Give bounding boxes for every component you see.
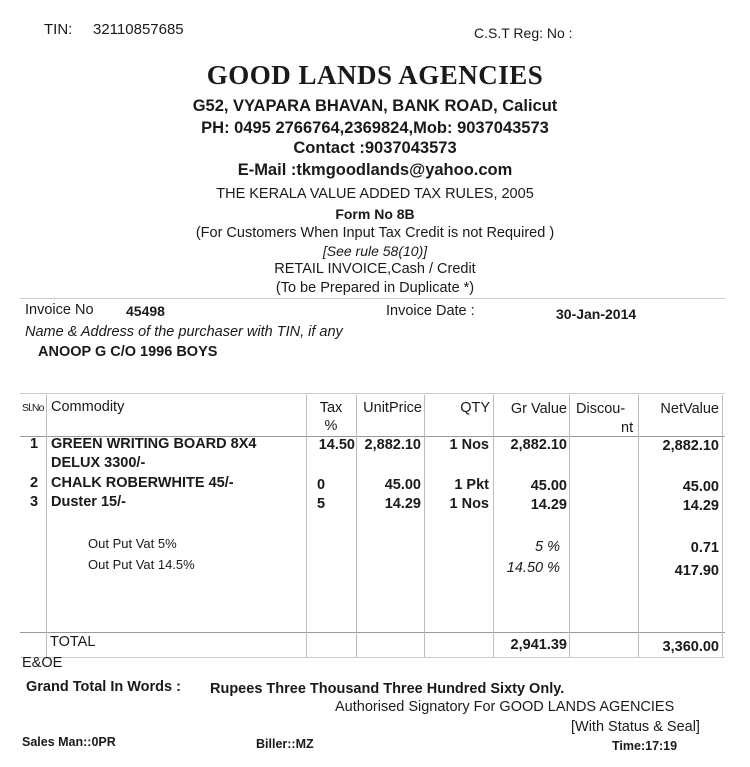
- status-seal: [With Status & Seal]: [571, 719, 700, 735]
- header-gr-value: Gr Value: [510, 401, 567, 417]
- company-email: E-Mail :tkmgoodlands@yahoo.com: [237, 161, 513, 179]
- header-qty: QTY: [460, 400, 490, 416]
- company-address: G52, VYAPARA BHAVAN, BANK ROAD, Calicut: [192, 97, 558, 115]
- words-label: Grand Total In Words :: [26, 679, 181, 695]
- row-gr-value: 14.29: [530, 497, 567, 513]
- company-name: GOOD LANDS AGENCIES: [206, 60, 544, 90]
- header-net-value: NetValue: [660, 401, 719, 417]
- row-commodity-cont: DELUX 3300/-: [51, 455, 146, 471]
- company-contact: Contact :9037043573: [293, 139, 457, 157]
- table-total-border: [20, 632, 725, 633]
- row-qty: 1 Nos: [449, 437, 489, 453]
- total-gr-value: 2,941.39: [510, 637, 567, 653]
- row-tax: 0: [316, 477, 326, 493]
- form-number: Form No 8B: [335, 206, 415, 222]
- vat-rate: 5 %: [535, 539, 560, 555]
- vat-amount: 417.90: [674, 563, 719, 579]
- col-divider: [569, 395, 570, 657]
- row-qty: 1 Nos: [449, 496, 489, 512]
- invoice-date-value: 30-Jan-2014: [556, 306, 637, 322]
- total-label: TOTAL: [50, 634, 96, 650]
- col-divider: [356, 395, 357, 657]
- company-phone: PH: 0495 2766764,2369824,Mob: 9037043573: [201, 119, 549, 137]
- row-commodity: CHALK ROBERWHITE 45/-: [51, 475, 234, 491]
- header-discount-cont: nt: [621, 420, 634, 436]
- col-divider: [493, 395, 494, 657]
- vat-rules: THE KERALA VALUE ADDED TAX RULES, 2005: [216, 186, 534, 202]
- customers-note: (For Customers When Input Tax Credit is not Required ): [195, 225, 555, 241]
- header-discount: Discou-: [576, 401, 626, 417]
- invoice-no-label: Invoice No: [25, 302, 94, 318]
- vat-amount: 0.71: [690, 540, 719, 556]
- row-unit-price: 14.29: [384, 496, 421, 512]
- vat-rate: 14.50 %: [506, 560, 560, 576]
- duplicate-note: (To be Prepared in Duplicate *): [275, 280, 475, 296]
- row-sl: 3: [30, 494, 39, 510]
- row-tax: 5: [316, 496, 326, 512]
- header-tax: Tax: [319, 400, 343, 416]
- header-tax-pct: %: [324, 418, 338, 434]
- row-net-value: 14.29: [682, 498, 719, 514]
- row-sl: 2: [30, 475, 39, 491]
- table-top-border: [20, 393, 725, 394]
- col-divider: [638, 395, 639, 657]
- time: Time:17:19: [612, 739, 678, 753]
- row-sl: 1: [30, 436, 39, 452]
- vat-label: Out Put Vat 5%: [88, 536, 177, 551]
- purchaser-name: ANOOP G C/O 1996 BOYS: [38, 344, 218, 360]
- table-bottom-border: [20, 657, 725, 658]
- row-gr-value: 2,882.10: [510, 437, 567, 453]
- vat-label: Out Put Vat 14.5%: [88, 557, 195, 572]
- words-value: Rupees Three Thousand Three Hundred Sixty Only.: [210, 681, 565, 697]
- row-unit-price: 45.00: [384, 477, 421, 493]
- row-gr-value: 45.00: [530, 478, 567, 494]
- row-commodity: GREEN WRITING BOARD 8X4: [51, 436, 257, 452]
- header-divider: [20, 298, 725, 299]
- cst-label: C.S.T Reg: No :: [474, 25, 573, 41]
- invoice-no-value: 45498: [126, 303, 165, 319]
- col-divider: [46, 395, 47, 657]
- col-divider: [306, 395, 307, 657]
- invoice-date-label: Invoice Date :: [386, 303, 475, 319]
- tin-label: TIN:: [44, 21, 73, 38]
- biller: Biller::MZ: [256, 737, 314, 751]
- total-net-value: 3,360.00: [662, 639, 719, 655]
- col-divider: [424, 395, 425, 657]
- header-unit-price: UnitPrice: [363, 400, 422, 416]
- row-tax: 14.50: [318, 437, 355, 453]
- header-slno: Sl.No: [22, 402, 44, 414]
- row-commodity: Duster 15/-: [51, 494, 126, 510]
- eoe-note: E&OE: [22, 655, 63, 671]
- tin-value: 32110857685: [93, 21, 184, 38]
- invoice-type: RETAIL INVOICE,Cash / Credit: [274, 261, 476, 277]
- row-unit-price: 2,882.10: [364, 437, 421, 453]
- row-qty: 1 Pkt: [454, 477, 489, 493]
- row-net-value: 45.00: [682, 479, 719, 495]
- authorised-signatory: Authorised Signatory For GOOD LANDS AGENCIES: [335, 699, 675, 715]
- salesman: Sales Man::0PR: [22, 735, 116, 749]
- see-rule: [See rule 58(10)]: [322, 243, 428, 259]
- row-net-value: 2,882.10: [662, 438, 719, 454]
- col-divider: [722, 395, 723, 657]
- purchaser-label: Name & Address of the purchaser with TIN, if any: [25, 324, 343, 340]
- header-commodity: Commodity: [51, 399, 125, 415]
